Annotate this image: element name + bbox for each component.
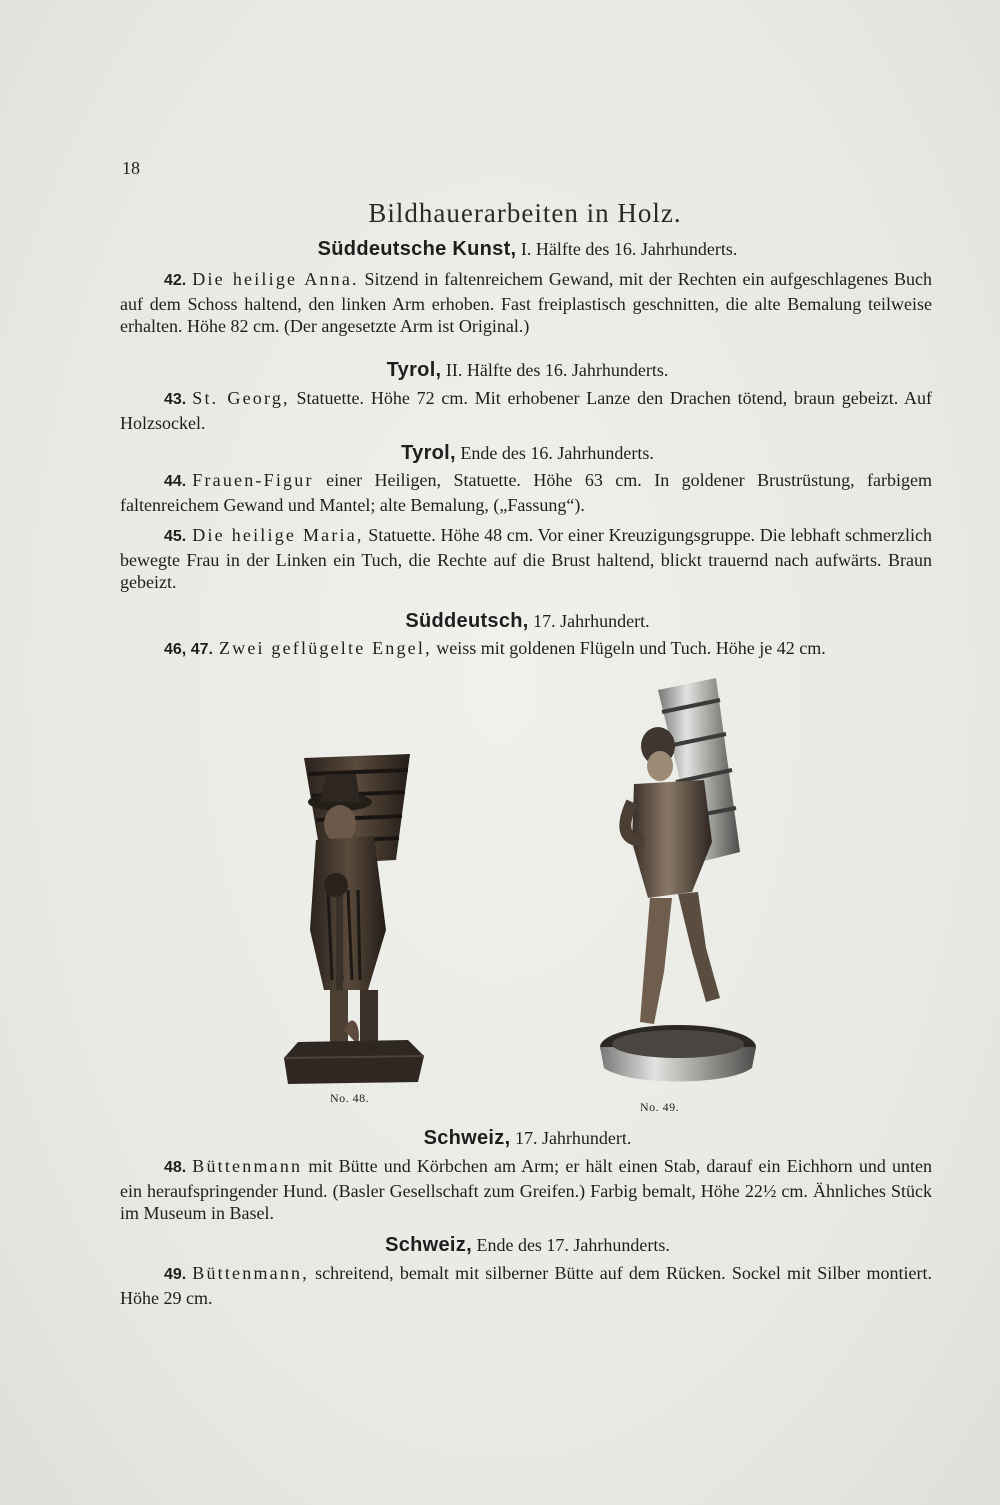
section-region: Tyrol,	[386, 359, 442, 381]
section-region: Tyrol,	[401, 442, 456, 464]
section-period: Ende des 16. Jahrhunderts.	[460, 443, 654, 463]
entry-text: einer Heiligen, Statuette. Höhe 63 cm. In goldener Brustrüstung, farbigem faltenreichem Gewand und Mantel; alte Bemalung, („Fassung“).	[120, 470, 932, 515]
entry-number: 48.	[164, 1159, 187, 1176]
entry-name: Zwei geflügelte Engel,	[218, 638, 432, 658]
section-period: 17. Jahrhundert.	[514, 1128, 632, 1148]
catalog-entry	[120, 1262, 932, 1309]
entry-number: 45.	[164, 528, 187, 545]
section-heading	[120, 1127, 935, 1150]
catalog-entry	[120, 637, 932, 662]
entry-number: 44.	[164, 473, 187, 490]
figure-caption: No. 48.	[330, 1091, 370, 1105]
figure-caption: No. 49.	[640, 1100, 680, 1114]
entry-text: weiss mit goldenen Flügeln und Tuch. Höhe je 42 cm.	[431, 638, 826, 658]
entry-name: Büttenmann	[192, 1156, 303, 1176]
entry-number: 46, 47.	[164, 641, 213, 658]
catalog-entry	[120, 387, 932, 434]
entry-number: 49.	[164, 1266, 187, 1283]
entry-name: Frauen-Figur	[192, 470, 314, 490]
section-heading	[120, 610, 935, 633]
section-period: I. Hälfte des 16. Jahrhunderts.	[520, 239, 738, 259]
section-heading	[120, 442, 935, 465]
section-heading	[120, 238, 935, 261]
catalog-entry	[120, 268, 932, 338]
page-title: Bildhauerarbeiten in Holz.	[368, 198, 682, 228]
entry-text: mit Bütte und Körbchen am Arm; er hält einen Stab, darauf ein Eichhorn und unten ein heraufspringender Hund. (Basler Gesellschaft zum Greifen.) Farbig bemalt, Höhe 22½ cm. Ähnliches Stück im Museum in Basel.	[120, 1156, 932, 1223]
section-heading	[120, 1234, 935, 1257]
entry-text: Statuette. Höhe 48 cm. Vor einer Kreuzigungsgruppe. Die lebhaft schmerzlich bewegte Frau in der Linken ein Tuch, die Rechte auf die Brust haltend, blickt trauernd nach aufwärts. Braun gebeizt.	[120, 525, 932, 592]
figure-no-48-statuette	[278, 740, 428, 1085]
entry-name: Büttenmann,	[192, 1263, 309, 1283]
section-region: Schweiz,	[385, 1234, 472, 1256]
section-region: Süddeutsche Kunst,	[317, 238, 517, 260]
catalog-entry	[120, 1155, 932, 1225]
entry-name: Die heilige Anna.	[192, 269, 359, 289]
figure-no-49-statuette	[588, 672, 768, 1092]
section-heading	[120, 359, 935, 382]
section-period: II. Hälfte des 16. Jahrhunderts.	[445, 360, 669, 380]
section-region: Süddeutsch,	[405, 610, 529, 632]
section-period: Ende des 17. Jahrhunderts.	[476, 1235, 670, 1255]
section-region: Schweiz,	[423, 1127, 511, 1149]
page-number: 18	[122, 158, 140, 178]
entry-text: Statuette. Höhe 72 cm. Mit erhobener Lanze den Drachen tötend, braun gebeizt. Auf Holzsockel.	[120, 388, 933, 433]
entry-number: 43.	[164, 391, 187, 408]
entry-text: schreitend, bemalt mit silberner Bütte auf dem Rücken. Sockel mit Silber montiert. Höhe 29 cm.	[120, 1263, 932, 1308]
catalog-entry	[120, 469, 932, 516]
catalog-entry	[120, 524, 932, 594]
entry-name: Die heilige Maria,	[192, 525, 364, 545]
entry-name: St. Georg,	[192, 388, 290, 408]
entry-text: Sitzend in faltenreichem Gewand, mit der Rechten ein aufgeschlagenes Buch auf dem Schoss haltend, den linken Arm erhoben. Fast freiplastisch geschnitten, die alte Bemalung teilweise erhalten. Höhe 82 cm. (Der angesetzte Arm ist Original.)	[120, 269, 932, 336]
entry-number: 42.	[164, 272, 187, 289]
section-period: 17. Jahrhundert.	[533, 611, 650, 631]
